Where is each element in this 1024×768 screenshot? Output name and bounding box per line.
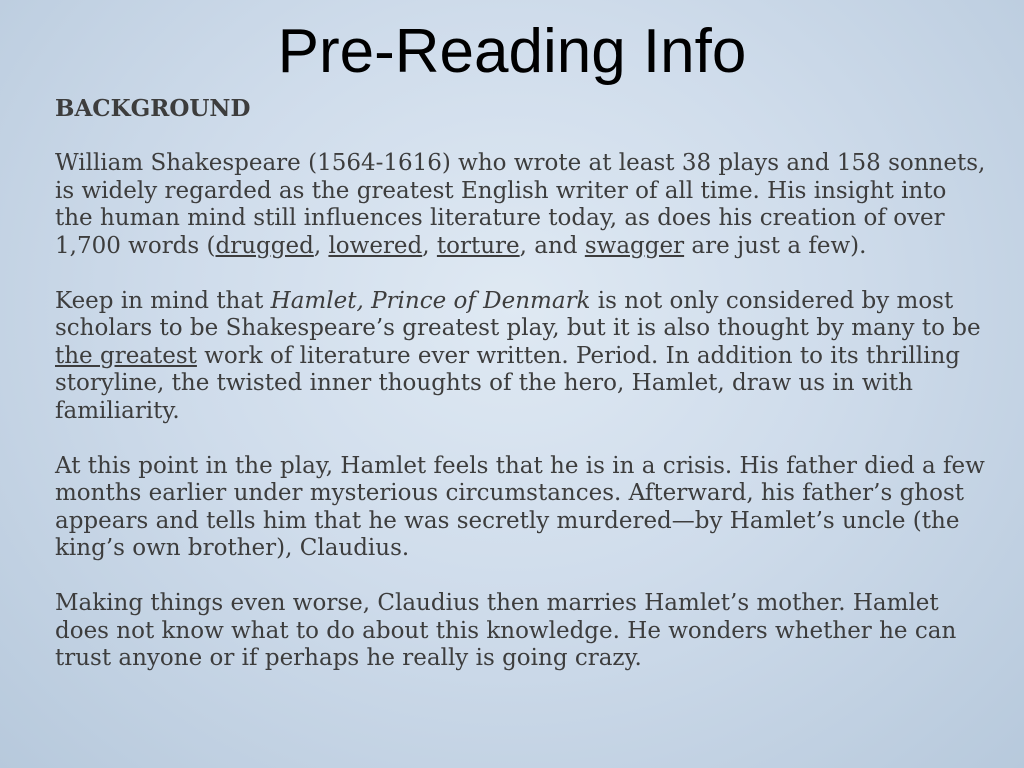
p1-text: William Shakespeare (1564-1616) who wrote at least 38 plays and 158 sonnets, is widely regarded as the greatest English writer of all time. His insight into the human mind still influences literature today, as does his creation of over 1,700 words (	[55, 150, 986, 259]
word-swagger: swagger	[584, 232, 685, 259]
word-torture: torture	[436, 232, 520, 259]
p1-sep: , and	[519, 232, 585, 259]
p2-end: work of literature ever written. Period. In addition to its thrilling storyline, the twisted inner thoughts of the hero, Hamlet, draw us in with familiarity.	[55, 342, 961, 424]
slide-title: Pre-Reading Info	[277, 17, 747, 86]
phrase-the-greatest: the greatest	[55, 342, 197, 369]
paragraph-crisis: At this point in the play, Hamlet feels that he is in a crisis. His father died a few months earlier under mysterious circumstances. Afterward, his father’s ghost appears and tells him that he was secretly murdered—by Hamlet’s uncle (the king’s own brother), Claudius.	[55, 452, 985, 561]
p2-text: Keep in mind that	[55, 287, 271, 314]
slide-body	[55, 95, 990, 700]
word-drugged: drugged	[215, 232, 314, 259]
p1-sep: ,	[422, 232, 437, 259]
p2-mid: is not only considered by most scholars to be Shakespeare’s greatest play, but it is also thought by many to be	[55, 287, 981, 341]
title-sep: ,	[356, 287, 372, 314]
section-heading: BACKGROUND	[55, 95, 251, 122]
title-hamlet: Hamlet	[270, 287, 357, 314]
paragraph-shakespeare	[55, 150, 990, 260]
title-prince: Prince of Denmark	[371, 287, 591, 314]
paragraph-hamlet	[55, 288, 990, 426]
p1-end: are just a few).	[684, 232, 867, 259]
p1-sep: ,	[313, 232, 329, 259]
paragraph-claudius: Making things even worse, Claudius then marries Hamlet’s mother. Hamlet does not know what to do about this knowledge. He wonders whether he can trust anyone or if perhaps he really is going crazy.	[55, 590, 957, 671]
word-lowered: lowered	[328, 232, 423, 259]
